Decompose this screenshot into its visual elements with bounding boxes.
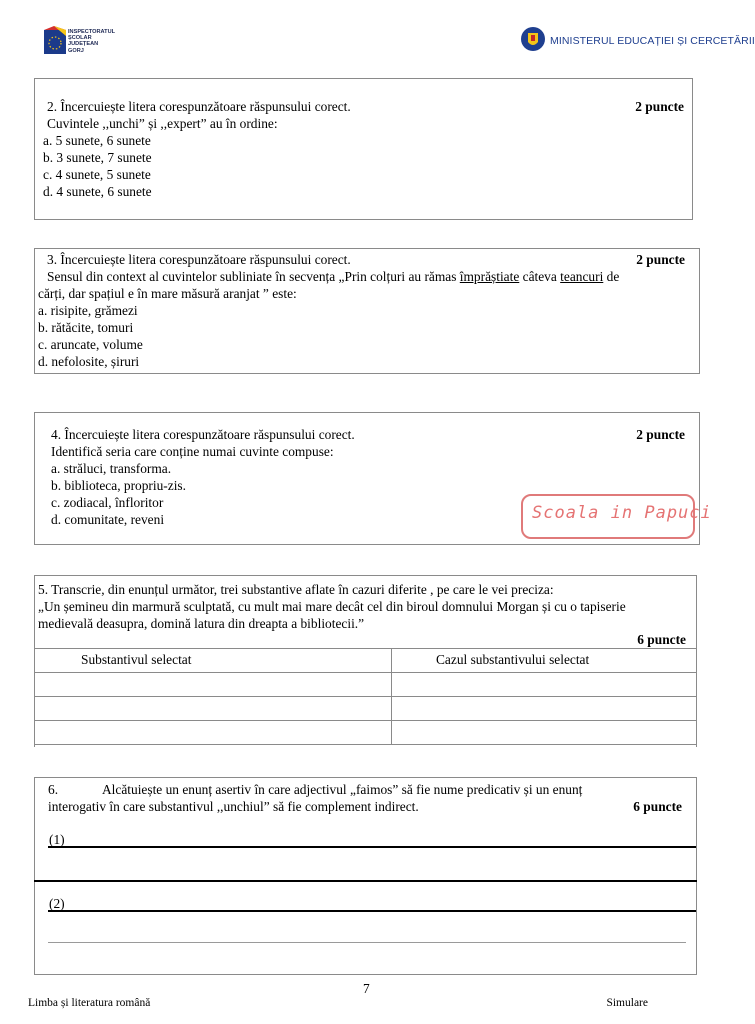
footer-subject: Limba și literatura română [28, 997, 151, 1009]
quote-line: „Un șemineu din marmură sculptată, cu mult mai mare decât cel din biroul domnului Morgan și cu o tapiserie [38, 599, 626, 614]
answer-cell[interactable] [35, 721, 392, 745]
page-number: 7 [363, 981, 370, 996]
table-row [35, 721, 697, 745]
logo-text-line: GORJ [68, 47, 84, 54]
stamp-text: Scoala in Papuci [532, 503, 712, 523]
prompt-text: de [603, 269, 620, 284]
answer-option-c[interactable]: c. 4 sunete, 5 sunete [43, 167, 151, 182]
answer-option-c[interactable]: c. aruncate, volume [38, 337, 143, 352]
answer-line[interactable] [34, 880, 697, 882]
column-header: Cazul substantivului selectat [392, 649, 697, 673]
answer-label-1: (1) [49, 832, 65, 847]
answer-cell[interactable] [392, 673, 697, 697]
question-prompt: Cuvintele ,,unchi” și ,,expert” au în ordine: [47, 116, 278, 131]
column-header: Substantivul selectat [35, 649, 392, 673]
answer-cell[interactable] [35, 673, 392, 697]
logo-text-line: JUDEȚEAN [68, 41, 99, 48]
question-number: 6. [48, 782, 59, 797]
points-label: 2 puncte [635, 99, 684, 114]
logo-text-line: INSPECTORATUL [68, 29, 116, 35]
answer-line[interactable] [48, 910, 696, 912]
question-title-continued: interogativ în care substantivul ,,unchiul” să fie complement indirect. [48, 799, 419, 814]
answer-line[interactable] [48, 942, 686, 943]
question-title: 3. Încercuiește litera corespunzătoare răspunsului corect. [47, 252, 351, 267]
table-header-row [35, 649, 697, 673]
answer-line[interactable] [48, 846, 696, 848]
question-6-box [34, 777, 697, 975]
points-label: 6 puncte [633, 799, 682, 814]
question-title: 5. Transcrie, din enunțul următor, trei substantive aflate în cazuri diferite , pe care le vei preciza: [38, 582, 554, 597]
answer-table [34, 648, 697, 745]
quote-line: medievală deasupra, domină latura din dreapta a bibliotecii.” [38, 616, 365, 631]
question-2-box [34, 78, 693, 220]
footer-exam-type: Simulare [606, 997, 648, 1009]
logo-text-line: ȘCOLAR [68, 35, 92, 42]
answer-option-d[interactable]: d. comunitate, reveni [51, 512, 165, 527]
answer-label-2: (2) [49, 896, 65, 911]
answer-cell[interactable] [392, 697, 697, 721]
coat-of-arms-icon [520, 24, 546, 54]
answer-option-d[interactable]: d. 4 sunete, 6 sunete [43, 184, 152, 199]
points-label: 6 puncte [637, 632, 686, 647]
eu-flag-icon [44, 26, 66, 56]
answer-option-b[interactable]: b. 3 sunete, 7 sunete [43, 150, 152, 165]
table-row [35, 697, 697, 721]
question-3-box [34, 248, 700, 374]
answer-option-b[interactable]: b. rătăcite, tomuri [38, 320, 134, 335]
question-prompt [47, 269, 619, 286]
answer-cell[interactable] [392, 721, 697, 745]
question-prompt: Identifică seria care conține numai cuvinte compuse: [51, 444, 334, 459]
question-title: Alcătuiește un enunț asertiv în care adjectivul „faimos” să fie nume predicativ și un enunț [102, 782, 583, 797]
inspectorate-logo [44, 26, 134, 56]
prompt-text: câteva [519, 269, 561, 284]
ministry-name: MINISTERUL EDUCAȚIEI ȘI CERCETĂRII [550, 35, 755, 47]
answer-option-d[interactable]: d. nefolosite, șiruri [38, 354, 140, 369]
watermark-stamp [521, 494, 712, 539]
answer-option-a[interactable]: a. 5 sunete, 6 sunete [43, 133, 151, 148]
answer-option-a[interactable]: a. străluci, transforma. [51, 461, 172, 476]
underlined-word: teancuri [560, 269, 604, 284]
underlined-word: împrăștiate [459, 269, 520, 284]
answer-option-a[interactable]: a. risipite, grămezi [38, 303, 138, 318]
question-prompt-continued: cărți, dar spațiul e în mare măsură aranjat ” este: [38, 286, 297, 301]
question-title: 2. Încercuiește litera corespunzătoare răspunsului corect. [47, 99, 351, 114]
points-label: 2 puncte [636, 427, 685, 442]
prompt-text: Sensul din context al cuvintelor subliniate în secvența „Prin colțuri au rămas [47, 269, 460, 284]
answer-cell[interactable] [35, 697, 392, 721]
answer-option-c[interactable]: c. zodiacal, înfloritor [51, 495, 164, 510]
points-label: 2 puncte [636, 252, 685, 267]
answer-option-b[interactable]: b. biblioteca, propriu-zis. [51, 478, 186, 493]
ministry-logo [520, 24, 755, 54]
question-title: 4. Încercuiește litera corespunzătoare răspunsului corect. [51, 427, 355, 442]
table-row [35, 673, 697, 697]
